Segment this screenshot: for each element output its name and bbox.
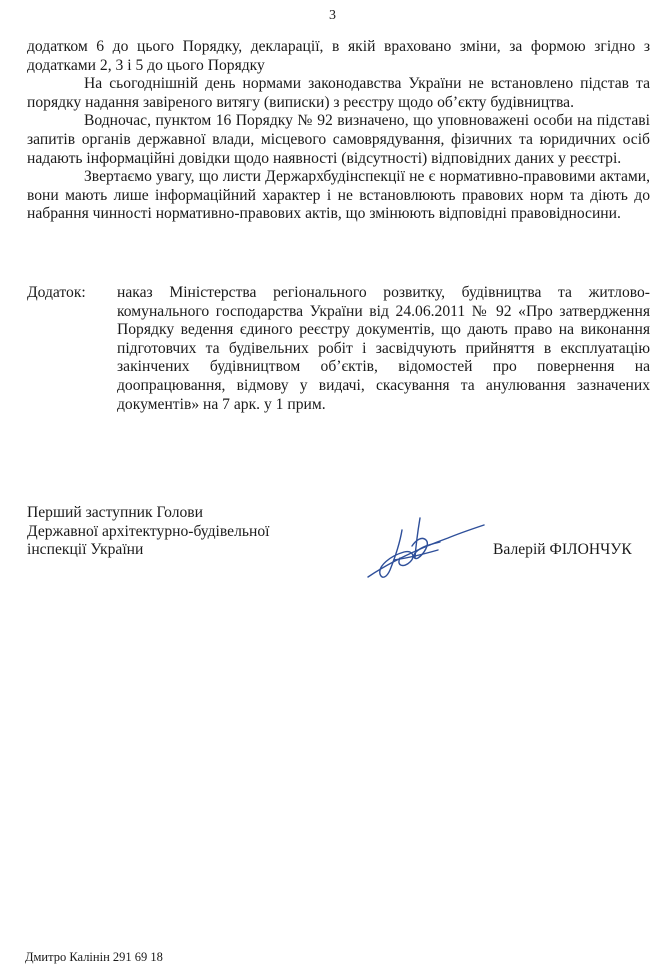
signer-position (27, 504, 269, 560)
page-number: 3 (329, 8, 336, 23)
signer-name: Валерій ФІЛОНЧУК (493, 541, 632, 558)
paragraph-reference-info: Водночас, пунктом 16 Порядку № 92 визначено, що уповноважені особи на підставі запитів органів державної влади, місцевого самоврядування, фізичних та юридичних осіб надають інформаційні довідки щодо наявності (відсутності) відповідних даних у реєстрі. (27, 112, 650, 167)
paragraph-continuation: додатком 6 до цього Порядку, декларації, в якій враховано зміни, за формою згідно з додатками 2, 3 і 5 до цього Порядку (27, 38, 650, 74)
signer-position-line: Перший заступник Голови (27, 504, 204, 521)
signer-position-line: Державної архітектурно-будівельної (27, 522, 270, 540)
letter-body (27, 38, 650, 224)
attachment-text: наказ Міністерства регіонального розвитку, будівництва та житлово-комунального господарства України від 24.06.2011 № 92 «Про затвердження Порядку ведення єдиного реєстру документів, що дають право на виконання підготовчих та будівельних робіт і засвідчують прийняття в експлуатацію закінчених будівництвом об’єктів, відомостей про повернення на доопрацювання, відмову у видачі, скасування та анулювання зазначених документів» на 7 арк. у 1 прим. (117, 284, 650, 413)
paragraph-no-extract: На сьогоднішній день нормами законодавства України не встановлено підстав та порядку надання завіреного витягу (виписки) з реєстру щодо об’єкту будівництва. (27, 75, 650, 111)
handwritten-signature (360, 500, 490, 590)
attachment-block (27, 284, 650, 414)
executor-contact: Дмитро Калінін 291 69 18 (25, 950, 163, 964)
signer-position-line: інспекції України (27, 541, 144, 559)
attachment-label: Додаток: (27, 284, 86, 301)
paragraph-legal-note: Звертаємо увагу, що листи Держархбудінспекції не є нормативно-правовими актами, вони мають лише інформаційний характер і не встановлюють правових норм та діють до набрання чинності нормативно-правових актів, що змінюють відповідні правовідносини. (27, 168, 650, 223)
